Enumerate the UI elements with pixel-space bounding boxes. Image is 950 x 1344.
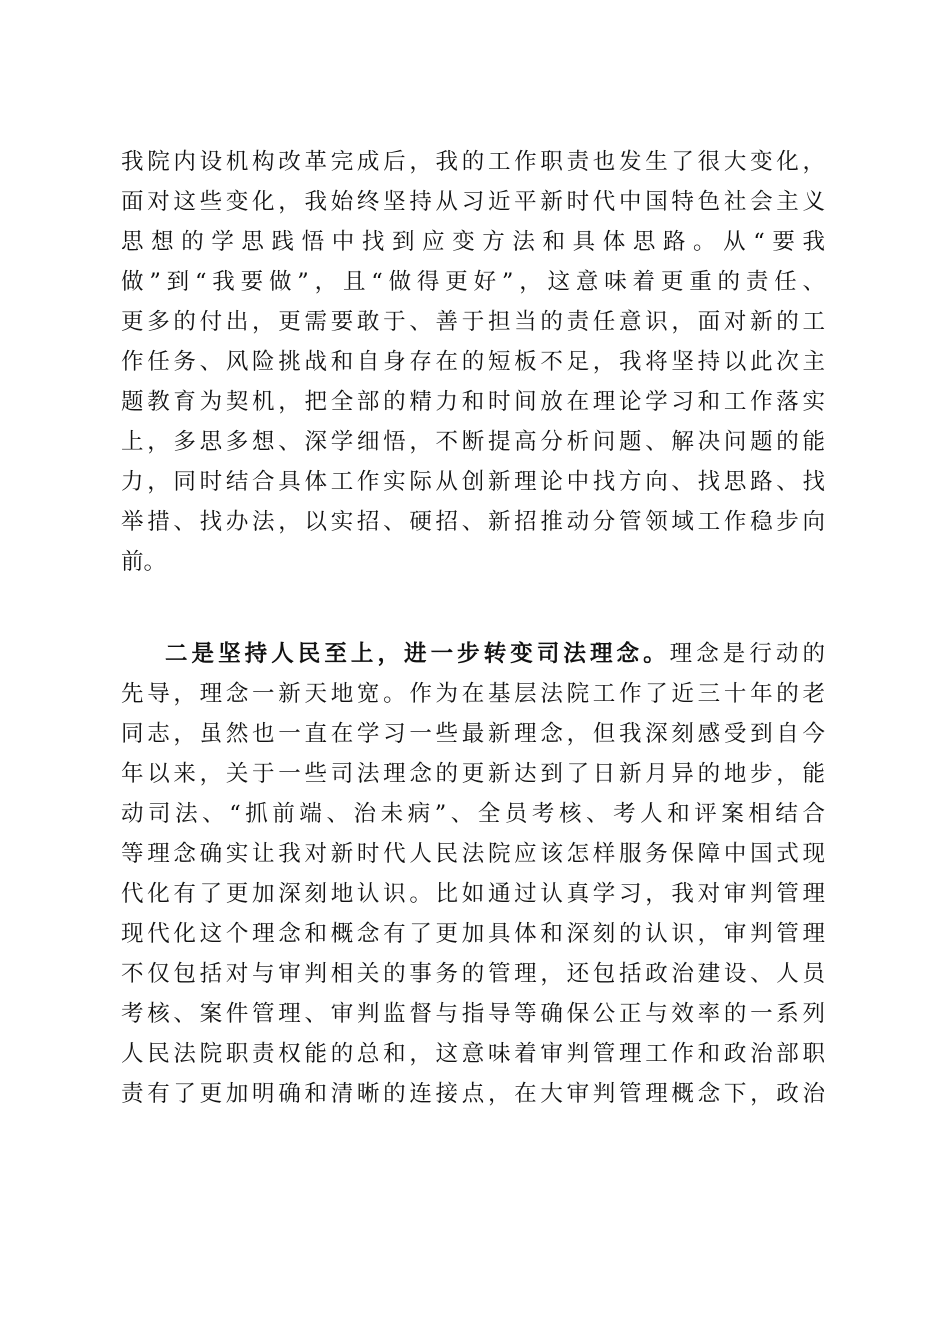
text-line: 年以来，关于一些司法理念的更新达到了日新月异的地步，能 [121,761,825,787]
text-line: 人民法院职责权能的总和，这意味着审判管理工作和政治部职 [121,1041,825,1067]
text-line: 做”到“我要做”，且“做得更好”，这意味着更重的责任、 [121,269,825,295]
text-line: 题教育为契机，把全部的精力和时间放在理论学习和工作落实 [121,389,825,415]
text-line: 同志，虽然也一直在学习一些最新理念，但我深刻感受到自今 [121,721,825,747]
text-line: 上，多思多想、深学细悟，不断提高分析问题、解决问题的能 [121,429,825,455]
paragraph-2 [121,634,825,1114]
text-line: 考核、案件管理、审判监督与指导等确保公正与效率的一系列 [121,1001,825,1027]
text-line: 动司法、“抓前端、治未病”、全员考核、考人和评案相结合 [121,801,825,827]
text-line: 不仅包括对与审判相关的事务的管理，还包括政治建设、人员 [121,961,825,987]
heading-followup-text: 理念是行动的 [669,641,825,667]
text-line: 现代化这个理念和概念有了更加具体和深刻的认识，审判管理 [121,921,825,947]
section-heading: 二是坚持人民至上，进一步转变司法理念。 [165,641,670,667]
text-line: 代化有了更加深刻地认识。比如通过认真学习，我对审判管理 [121,881,825,907]
text-line: 面对这些变化，我始终坚持从习近平新时代中国特色社会主义 [121,189,825,215]
paragraph-2-first-line [121,634,825,674]
text-line: 作任务、风险挑战和自身存在的短板不足，我将坚持以此次主 [121,349,825,375]
paragraph-1 [121,142,825,582]
text-line: 先导，理念一新天地宽。作为在基层法院工作了近三十年的老 [121,681,825,707]
text-line: 前。 [121,549,167,575]
text-line: 举措、找办法，以实招、硬招、新招推动分管领域工作稳步向 [121,509,825,535]
text-line: 责有了更加明确和清晰的连接点，在大审判管理概念下，政治 [121,1081,825,1107]
text-line: 等理念确实让我对新时代人民法院应该怎样服务保障中国式现 [121,841,825,867]
text-line: 我院内设机构改革完成后，我的工作职责也发生了很大变化， [121,149,825,175]
text-line: 更多的付出，更需要敢于、善于担当的责任意识，面对新的工 [121,309,825,335]
text-line: 力，同时结合具体工作实际从创新理论中找方向、找思路、找 [121,469,825,495]
text-line: 思想的学思践悟中找到应变方法和具体思路。从“要我 [121,229,825,255]
